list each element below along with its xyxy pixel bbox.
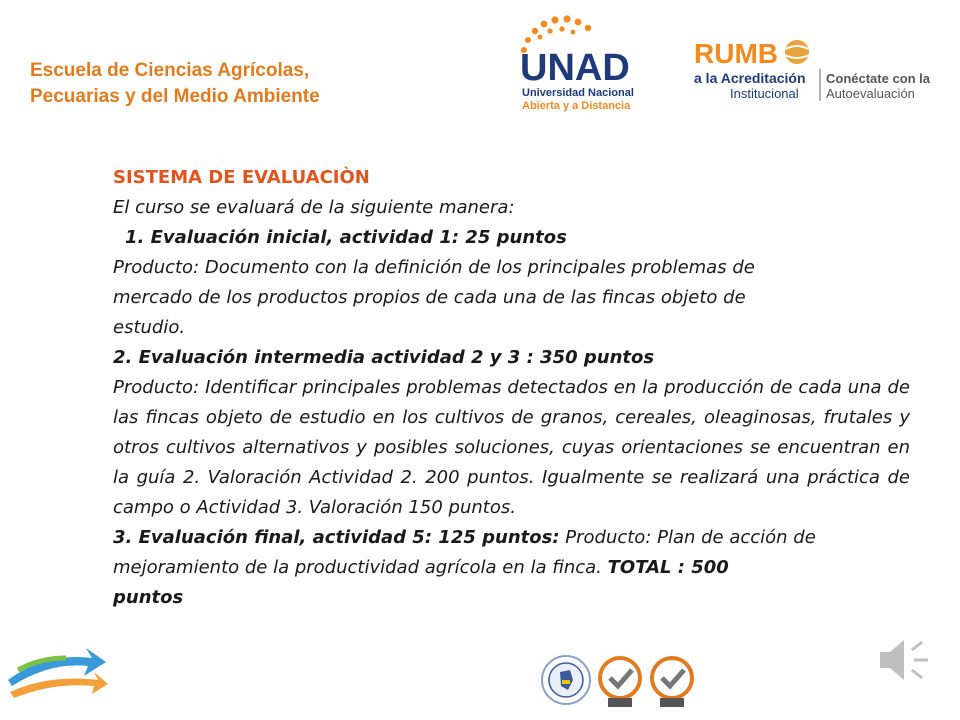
- unad-logo: [510, 10, 670, 120]
- unad-subtitle-2: Abierta y a Distancia: [522, 100, 631, 112]
- item2-product: Producto: Identificar principales problemas detectados en la producción de cada una de las fincas objeto de estudio en los cultivos de granos, cereales, oleaginosas, frutales y otros cultivos alternativos y posibles soluciones, cuyas orientaciones se encuentran en la guía 2. Valoración Actividad 2. 200 puntos. Igualmente se realizará una práctica de campo o Actividad 3. Valoración 150 puntos.: [113, 377, 910, 518]
- school-name: [30, 58, 320, 110]
- item1-heading: 1. Evaluación inicial, actividad 1: 25 puntos: [125, 227, 567, 248]
- sgs-seal-icon-2: [652, 658, 692, 707]
- intro-text: El curso se evaluará de la siguiente manera:: [113, 197, 515, 218]
- unad-wordmark: UNAD: [520, 47, 630, 89]
- item2-heading: 2. Evaluación intermedia actividad 2 y 3 : 350 puntos: [113, 347, 655, 368]
- rumbo-line-2: Institucional: [730, 86, 799, 101]
- certification-seals-icon: [540, 650, 710, 712]
- item3-product-line2: mejoramiento de la productividad agrícola en la finca.: [113, 557, 608, 578]
- item1-product-line1: Producto: Documento con la definición de los principales problemas de: [113, 257, 755, 278]
- total-label: TOTAL : 500: [607, 557, 729, 578]
- item3-line1: [113, 523, 910, 553]
- rumbo-wordmark: RUMB: [694, 38, 778, 69]
- globe-icon: [785, 40, 809, 64]
- slide-title: SISTEMA DE EVALUACIÒN: [113, 167, 370, 188]
- swoosh-arrow-logo-icon: [0, 640, 110, 705]
- rumbo-line-1: a la Acreditación: [694, 70, 806, 86]
- item3-product-line1: Producto: Plan de acción de: [559, 527, 816, 548]
- slide-body: [113, 163, 910, 613]
- item1-product-line3: estudio.: [113, 317, 186, 338]
- school-name-line2: Pecuarias y del Medio Ambiente: [30, 86, 320, 107]
- total-unit: puntos: [113, 587, 184, 608]
- school-name-line1: Escuela de Ciencias Agrícolas,: [30, 60, 310, 81]
- sgs-seal-icon-1: [600, 658, 640, 707]
- unad-subtitle-1: Universidad Nacional: [522, 87, 634, 99]
- colombia-seal-icon: [542, 656, 590, 704]
- rumbo-logo: [690, 35, 950, 110]
- item3-line2: [113, 553, 910, 583]
- rumbo-right-2: Autoevaluación: [826, 86, 915, 101]
- item3-heading: 3. Evaluación final, actividad 5: 125 puntos:: [113, 527, 560, 548]
- rumbo-right-1: Conéctate con la: [826, 71, 931, 86]
- item1-product-line2: mercado de los productos propios de cada una de las fincas objeto de: [113, 287, 746, 308]
- speaker-icon[interactable]: [876, 630, 936, 690]
